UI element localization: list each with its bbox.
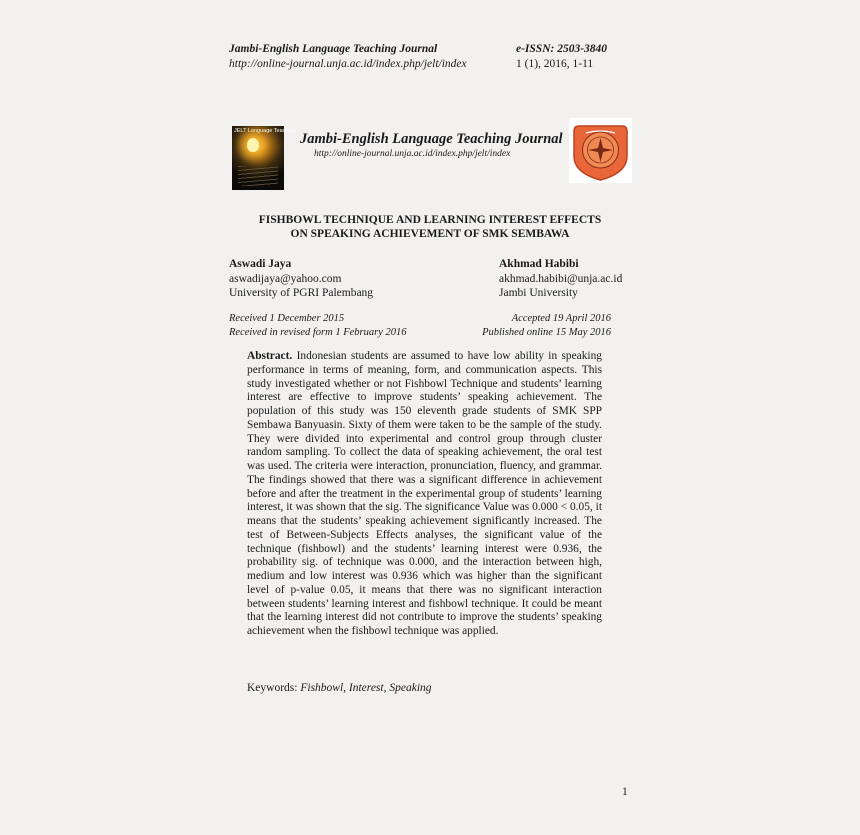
- published-date: Published online 15 May 2016: [482, 327, 611, 338]
- author-block-1: [229, 257, 373, 300]
- dates-accepted: [476, 312, 611, 340]
- author-email: aswadijaya@yahoo.com: [229, 273, 342, 285]
- running-head-issn: e-ISSN: 2503-3840: [516, 43, 608, 55]
- running-head-journal-title: Jambi-English Language Teaching Journal: [229, 43, 438, 55]
- author-name: Akhmad Habibi: [499, 258, 579, 270]
- running-head-right: [516, 42, 607, 72]
- abstract-text: Indonesian students are assumed to have low ability in speaking performance in terms of meaning, form, and communication aspects. This study investigated whether or not Fishbowl Technique and students’ learning interest are effective to improve students’ speaking achievement. The population of this study was 150 eleventh grade students of SMK SPP Sembawa Banyuasin. Sixty of them were taken to be the sample of the study. They were divided into experimental and control group through cluster random sampling. To collect the data of speaking achievement, the oral test was used. The criteria were interaction, pronunciation, fluency, and grammar. The findings showed that there was a significant difference in achievement before and after the treatment in the experimental group of students’ learning interest, it was shown that the sig. The significance Value was 0.000 < 0.05, it means that the students’ speaking achievement significantly increased. The test of Between-Subjects Effects analyses, the significant value of the technique (fishbowl) and the students’ learning interest were 0.936, the probability sig. of technique was 0.000, and the interaction between high, medium and low interest was 0.936 which was higher than the significant level of p-value 0.05, it means that there was no significant interaction between students’ learning interest and fishbowl technique. It could be meant that the learning interest did not contribute to improve the students’ speaking achievement when the fishbowl technique was applied.: [247, 350, 602, 637]
- running-head-journal-url: http://online-journal.unja.ac.id/index.php/jelt/index: [229, 58, 467, 70]
- journal-cover-logo-text: JELT Language Teaching: [234, 128, 296, 134]
- accepted-date: Accepted 19 April 2016: [511, 313, 611, 324]
- university-seal-icon: [569, 118, 632, 183]
- page-number: 1: [622, 786, 628, 798]
- author-email: akhmad.habibi@unja.ac.id: [499, 273, 623, 285]
- masthead-url: http://online-journal.unja.ac.id/index.php/jelt/index: [314, 149, 511, 159]
- author-affiliation: Jambi University: [499, 287, 578, 299]
- keywords-value: Fishbowl, Interest, Speaking: [300, 682, 432, 694]
- received-date: Received 1 December 2015: [229, 313, 345, 324]
- keywords: [247, 682, 432, 694]
- cover-texture: [238, 166, 278, 186]
- paper-title-line-2: ON SPEAKING ACHIEVEMENT OF SMK SEMBAWA: [290, 228, 570, 240]
- abstract: [247, 350, 602, 639]
- revised-date: Received in revised form 1 February 2016: [229, 327, 407, 338]
- running-head-volume: 1 (1), 2016, 1-11: [516, 58, 594, 70]
- paper-title: [230, 213, 630, 241]
- running-head-left: [229, 42, 467, 72]
- journal-cover-logo: [232, 126, 296, 190]
- author-block-2: [499, 257, 622, 300]
- keywords-label: Keywords:: [247, 682, 298, 694]
- author-affiliation: University of PGRI Palembang: [229, 287, 374, 299]
- author-name: Aswadi Jaya: [229, 258, 292, 270]
- dates-received: [229, 312, 406, 340]
- lightbulb-icon: [247, 138, 259, 152]
- masthead-title: Jambi-English Language Teaching Journal: [300, 131, 563, 147]
- paper-title-line-1: FISHBOWL TECHNIQUE AND LEARNING INTEREST EFFECTS: [258, 214, 602, 226]
- abstract-label: Abstract.: [247, 350, 293, 362]
